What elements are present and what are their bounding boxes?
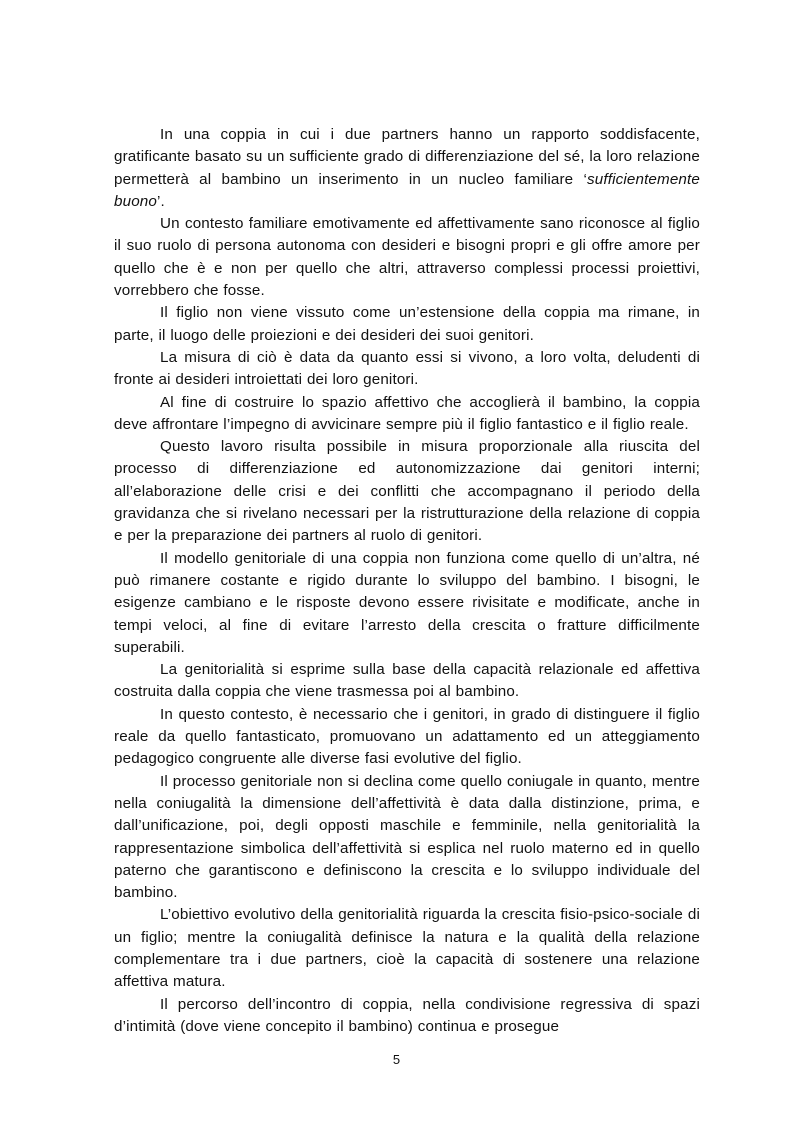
paragraph-7: Il modello genitoriale di una coppia non funziona come quello di un’altra, né può rimanere costante e rigido durante lo sviluppo del bambino. I bisogni, le esigenze cambiano e le risposte devono essere rivisitate e modificate, anche in tempi veloci, al fine di evitare l’arresto della crescita o fratture difficilmente superabili. xyxy=(114,549,700,656)
paragraph-10: Il processo genitoriale non si declina come quello coniugale in quanto, mentre nella coniugalità la dimensione dell’affettività è data dalla distinzione, prima, e dall’unificazione, poi, degli opposti maschile e femminile, nella genitorialità la rappresentazione simbolica dell’affettività si esplica nel ruolo materno ed in quello paterno che garantiscono e definiscono la crescita e lo sviluppo individuale del bambino. xyxy=(114,772,700,902)
paragraph-2: Un contesto familiare emotivamente ed affettivamente sano riconosce al figlio il suo ruolo di persona autonoma con desideri e bisogni propri e gli offre amore per quello che è e non per quello che altri, attraverso complessi processi proiettivi, vorrebbero che fosse. xyxy=(114,215,700,300)
emphasis-sufficientemente-buono: sufficientemente buono xyxy=(114,170,700,210)
paragraph-9: In questo contesto, è necessario che i genitori, in grado di distinguere il figlio reale da quello fantasticato, promuovano un adattamento ed un atteggiamento pedagogico congruente alle diverse fasi evolutive del figlio. xyxy=(114,705,700,768)
paragraph-8: La genitorialità si esprime sulla base della capacità relazionale ed affettiva costruita dalla coppia che viene trasmessa poi al bambino. xyxy=(114,661,700,701)
paragraph-1-text-start: In una coppia in cui i due partners hanno un rapporto soddisfacente, gratificante basato su un sufficiente grado di differenziazione del sé, la loro relazione permetterà al bambino un inserimento in un nucleo familiare ‘ xyxy=(114,126,700,188)
paragraph-5: Al fine di costruire lo spazio affettivo che accoglierà il bambino, la coppia deve affrontare l’impegno di avvicinare sempre più il figlio fantastico e il figlio reale. xyxy=(114,393,700,433)
page-number: 5 xyxy=(392,1052,401,1067)
paragraph-12: Il percorso dell’incontro di coppia, nella condivisione regressiva di spazi d’intimità (dove viene concepito il bambino) continua e prosegue xyxy=(114,995,700,1035)
paragraph-6: Questo lavoro risulta possibile in misura proporzionale alla riuscita del processo di differenziazione ed autonomizzazione dai genitori interni; all’elaborazione delle crisi e dei conflitti che accompagnano il periodo della gravidanza che si rivelano necessari per la ristrutturazione della relazione di coppia e per la preparazione dei partners al ruolo di genitori. xyxy=(114,438,700,545)
paragraph-11: L’obiettivo evolutivo della genitorialità riguarda la crescita fisio-psico-sociale di un figlio; mentre la coniugalità definisce la natura e la qualità della relazione complementare tra i due partners, cioè la capacità di sostenere una relazione affettiva matura. xyxy=(114,906,700,991)
paragraph-1 xyxy=(114,124,700,213)
paragraph-1-text-end: ’. xyxy=(156,192,165,210)
paragraph-4: La misura di ciò è data da quanto essi si vivono, a loro volta, deludenti di fronte ai desideri introiettati dei loro genitori. xyxy=(114,348,700,389)
page-body xyxy=(114,124,700,1038)
paragraph-3: Il figlio non viene vissuto come un’estensione della coppia ma rimane, in parte, il luogo delle proiezioni e dei desideri dei suoi genitori. xyxy=(114,304,700,344)
